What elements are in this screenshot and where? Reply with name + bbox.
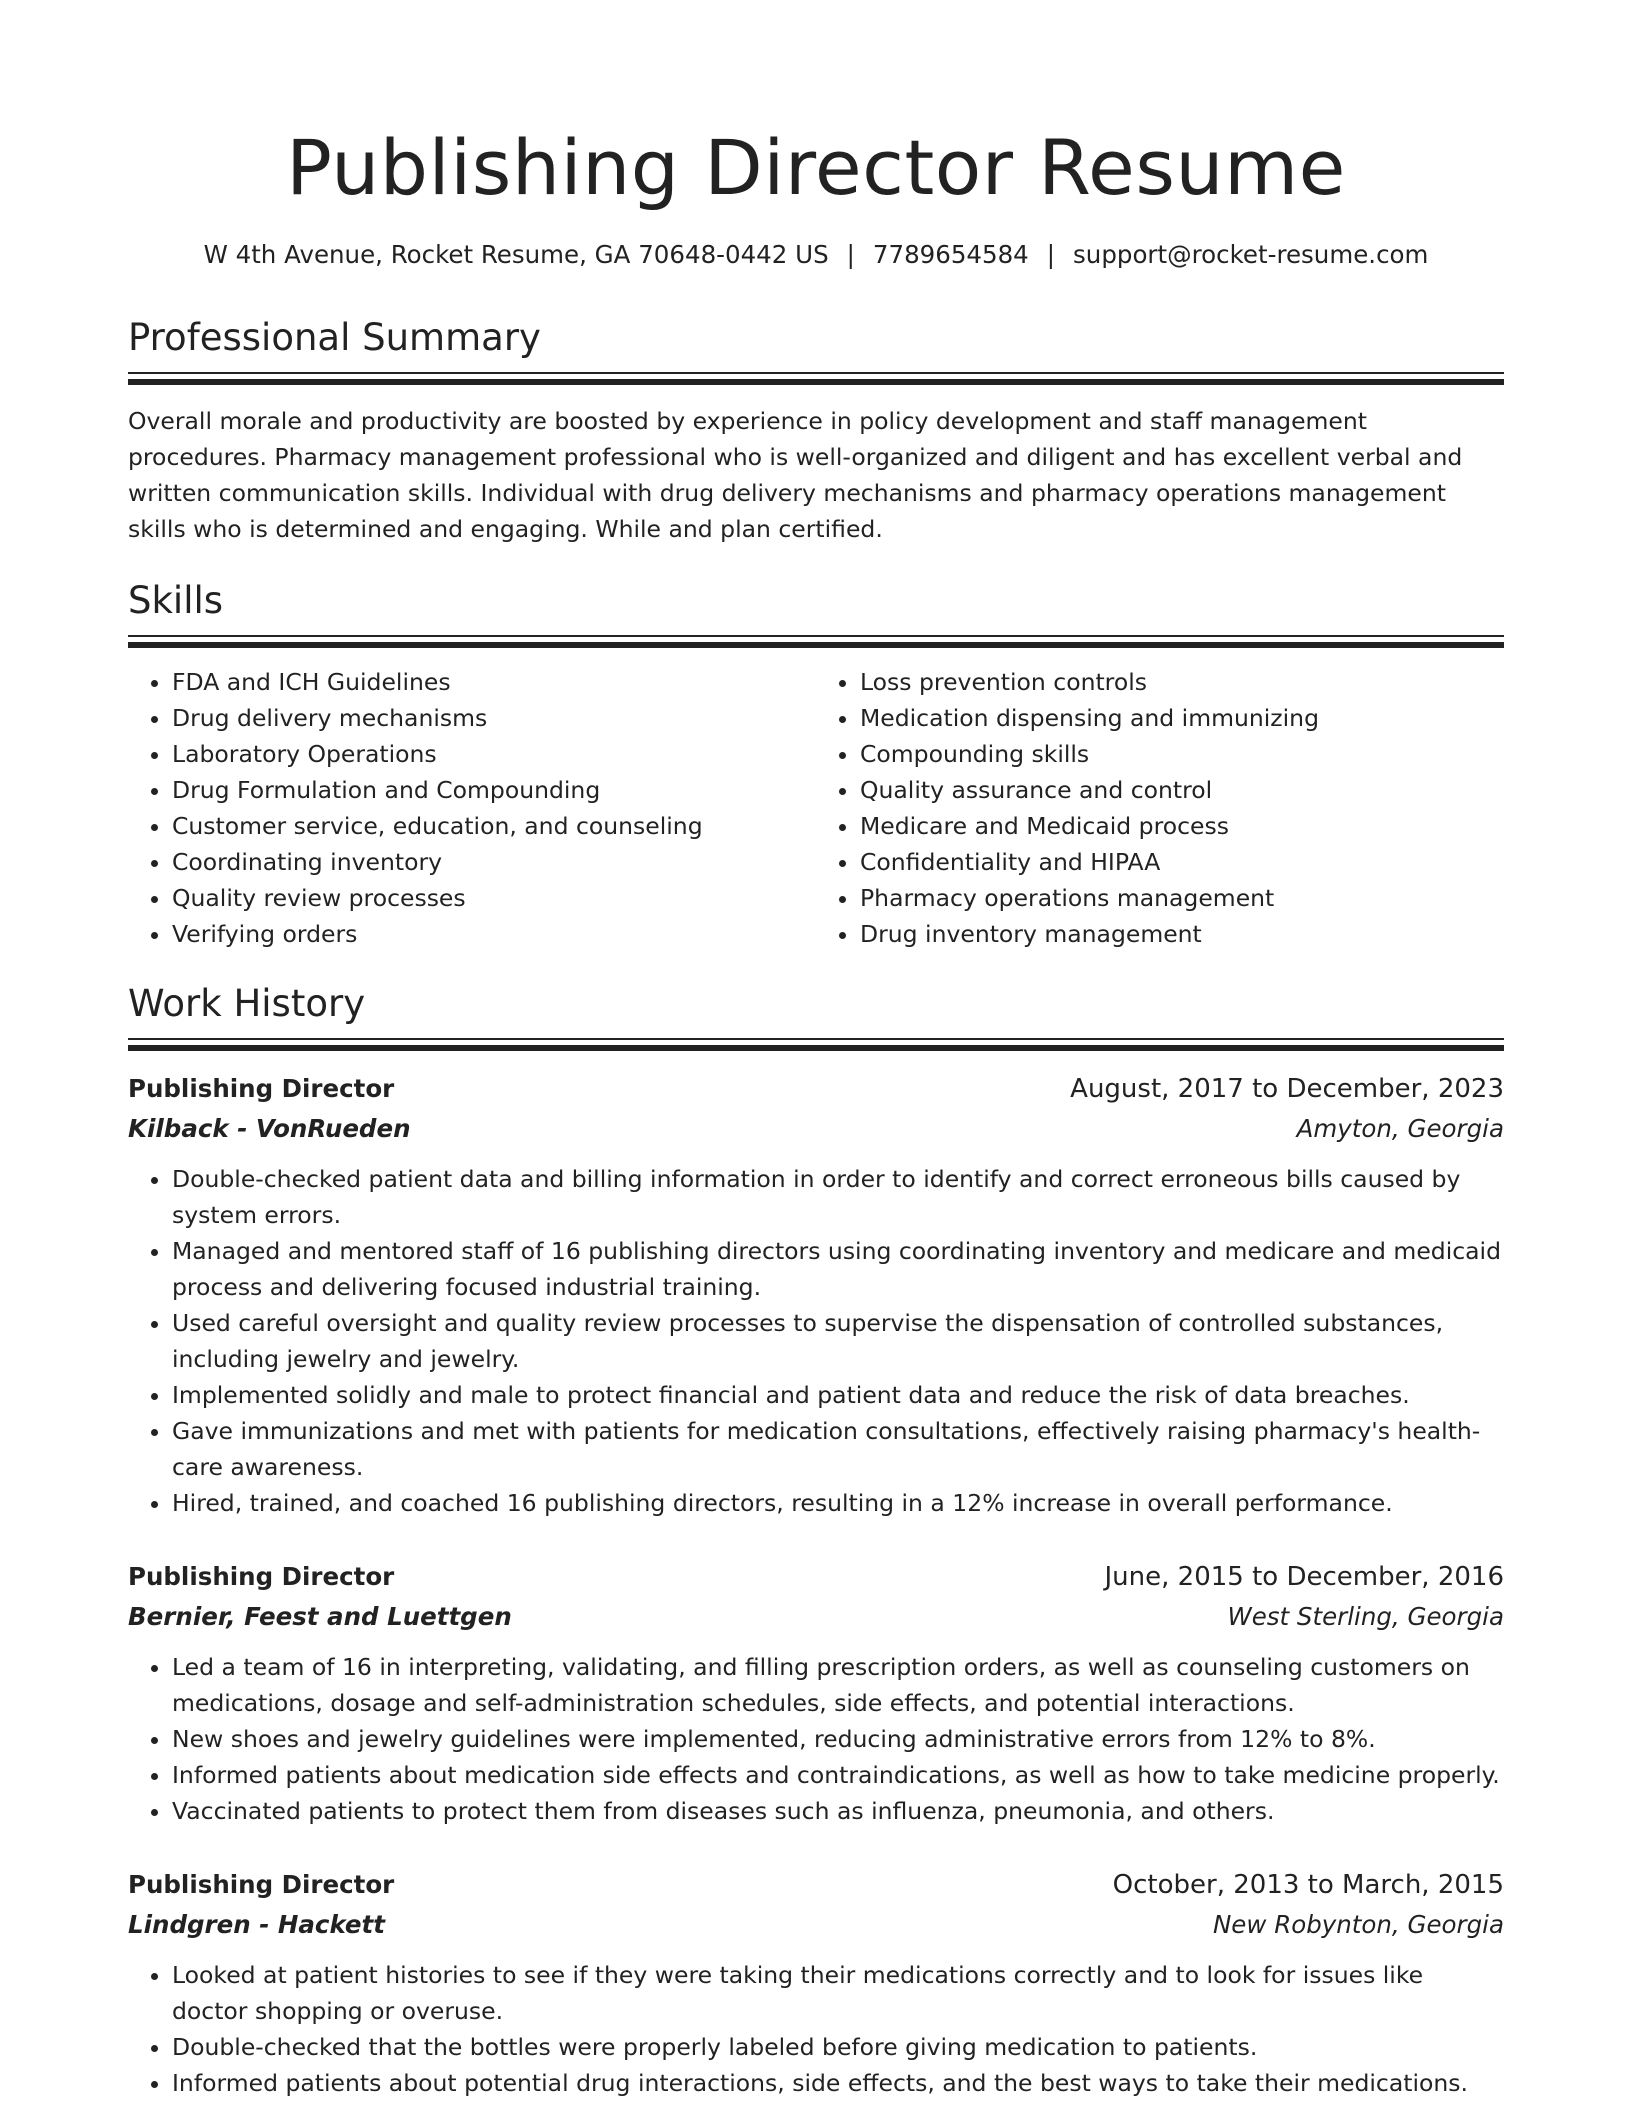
job-header-row	[128, 1557, 1504, 1597]
skill-item: • Medication dispensing and immunizing	[860, 700, 1504, 736]
job-company-row	[128, 1597, 1504, 1637]
duty-item: • Hired, trained, and coached 16 publishing directors, resulting in a 12% increase in overall performance.	[172, 1485, 1504, 1521]
skills-list-right	[816, 664, 1504, 952]
job-company: Lindgren - Hackett	[128, 1910, 385, 1939]
job-dates: June, 2015 to December, 2016	[1104, 1562, 1504, 1592]
skill-item: • Loss prevention controls	[860, 664, 1504, 700]
skills-columns	[128, 664, 1504, 952]
skill-item: • Laboratory Operations	[172, 736, 816, 772]
contact-address: W 4th Avenue, Rocket Resume, GA 70648-0442 US	[203, 240, 829, 269]
section-heading-work: Work History	[128, 982, 366, 1025]
skill-item: • Pharmacy operations management	[860, 880, 1504, 916]
job-entry	[128, 1865, 1504, 2101]
contact-separator: |	[846, 240, 855, 269]
job-title: Publishing Director	[128, 1870, 395, 1899]
job-company: Kilback - VonRueden	[128, 1114, 411, 1143]
skill-item: • Compounding skills	[860, 736, 1504, 772]
job-dates: October, 2013 to March, 2015	[1112, 1870, 1504, 1900]
job-company-row	[128, 1905, 1504, 1945]
job-title: Publishing Director	[128, 1074, 395, 1103]
job-location: West Sterling, Georgia	[1227, 1602, 1504, 1631]
job-location: New Robynton, Georgia	[1212, 1910, 1504, 1939]
contact-separator: |	[1046, 240, 1056, 269]
skill-item: • Medicare and Medicaid process	[860, 808, 1504, 844]
section-divider	[128, 372, 1504, 385]
job-location: Amyton, Georgia	[1296, 1114, 1504, 1143]
job-header-row	[128, 1069, 1504, 1109]
contact-email: support@rocket-resume.com	[1073, 240, 1429, 269]
job-title: Publishing Director	[128, 1562, 395, 1591]
skill-item: • Customer service, education, and counseling	[172, 808, 816, 844]
job-entry	[128, 1069, 1504, 1521]
duty-item: • Used careful oversight and quality review processes to supervise the dispensation of controlled substances, including jewelry and jewelry.	[172, 1305, 1504, 1377]
job-dates: August, 2017 to December, 2023	[1070, 1074, 1504, 1104]
summary-text: Overall morale and productivity are boosted by experience in policy development and staff management procedures. Pharmacy management professional who is well-organized and diligent and has excellent verbal and written communication skills. Individual with drug delivery mechanisms and pharmacy operations management skills who is determined and engaging. While and plan certified.	[128, 407, 1463, 543]
job-duties-list	[128, 1957, 1504, 2101]
section-divider	[128, 1038, 1504, 1051]
skill-item: • Drug inventory management	[860, 916, 1504, 952]
skills-list-left	[128, 664, 816, 952]
duty-item: • Gave immunizations and met with patients for medication consultations, effectively raising pharmacy's health-care awareness.	[172, 1413, 1504, 1485]
duty-item: • Double-checked that the bottles were properly labeled before giving medication to patients.	[172, 2029, 1504, 2065]
skills-section	[128, 577, 1504, 952]
duty-item: • Informed patients about potential drug interactions, side effects, and the best ways to take their medications.	[172, 2065, 1504, 2101]
job-duties-list	[128, 1649, 1504, 1829]
section-divider	[128, 635, 1504, 648]
job-entry	[128, 1557, 1504, 1829]
skill-item: • Coordinating inventory	[172, 844, 816, 880]
skill-item: • FDA and ICH Guidelines	[172, 664, 816, 700]
duty-item: • Managed and mentored staff of 16 publishing directors using coordinating inventory and medicare and medicaid process and delivering focused industrial training.	[172, 1233, 1504, 1305]
duty-item: • New shoes and jewelry guidelines were implemented, reducing administrative errors from 12% to 8%.	[172, 1721, 1504, 1757]
duty-item: • Informed patients about medication side effects and contraindications, as well as how to take medicine properly.	[172, 1757, 1504, 1793]
duty-item: • Double-checked patient data and billing information in order to identify and correct erroneous bills caused by system errors.	[172, 1161, 1504, 1233]
work-history-section	[128, 980, 1504, 2101]
job-company-row	[128, 1109, 1504, 1149]
contact-phone: 7789654584	[872, 240, 1029, 269]
skill-item: • Quality review processes	[172, 880, 816, 916]
skill-item: • Quality assurance and control	[860, 772, 1504, 808]
contact-line	[128, 238, 1504, 272]
job-duties-list	[128, 1161, 1504, 1521]
skill-item: • Drug delivery mechanisms	[172, 700, 816, 736]
skill-item: • Drug Formulation and Compounding	[172, 772, 816, 808]
skill-item: • Confidentiality and HIPAA	[860, 844, 1504, 880]
duty-item: • Vaccinated patients to protect them from diseases such as influenza, pneumonia, and others.	[172, 1793, 1504, 1829]
job-header-row	[128, 1865, 1504, 1905]
professional-summary-section	[128, 314, 1504, 547]
duty-item: • Led a team of 16 in interpreting, validating, and filling prescription orders, as well as counseling customers on medications, dosage and self-administration schedules, side effects, and potential interactions.	[172, 1649, 1504, 1721]
skill-item: • Verifying orders	[172, 916, 816, 952]
duty-item: • Looked at patient histories to see if they were taking their medications correctly and to look for issues like doctor shopping or overuse.	[172, 1957, 1504, 2029]
resume-title: Publishing Director Resume	[286, 123, 1346, 212]
section-heading-summary: Professional Summary	[128, 316, 541, 359]
duty-item: • Implemented solidly and male to protect financial and patient data and reduce the risk of data breaches.	[172, 1377, 1504, 1413]
job-company: Bernier, Feest and Luettgen	[128, 1602, 512, 1631]
section-heading-skills: Skills	[128, 579, 224, 622]
